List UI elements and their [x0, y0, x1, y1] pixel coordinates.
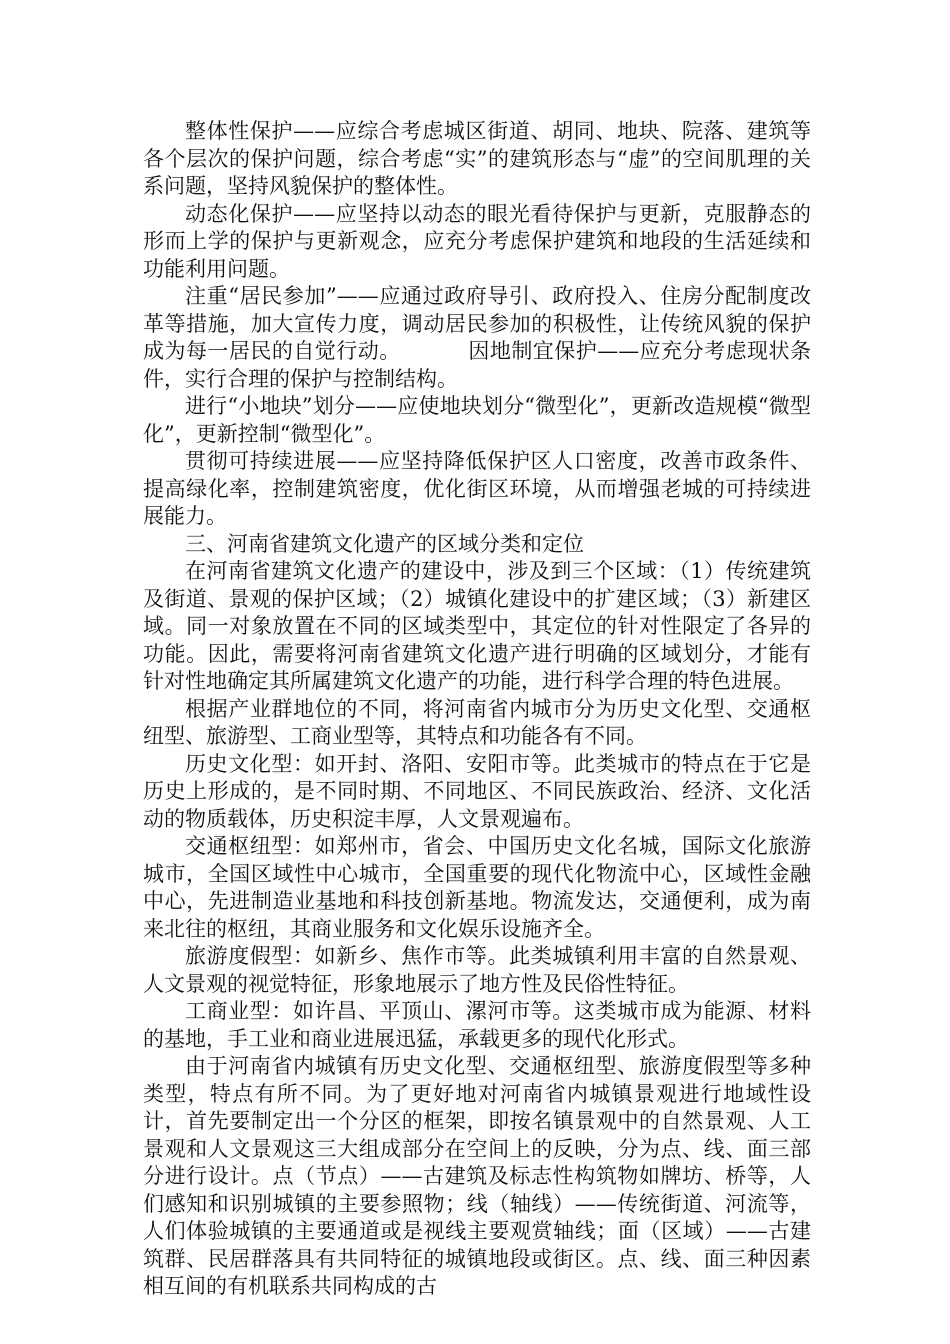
resident-participation-text: 注重“居民参加”——应通过政府导引、政府投入、住房分配制度改革等措施，加大宣传力度，调动居民参加的积极性，让传统风貌的保护成为每一居民的自觉行动。 — [143, 284, 811, 363]
paragraph-sustainable-development: 贯彻可持续进展——应坚持降低保护区人口密度，改善市政条件、提高绿化率，控制建筑密度，优化街区环境，从而增强老城的可持续进展能力。 — [143, 449, 811, 528]
paragraph-resident-participation — [143, 283, 811, 393]
paragraph-dynamic-protection: 动态化保护——应坚持以动态的眼光看待保护与更新，克服静态的形而上学的保护与更新观念，应充分考虑保护建筑和地段的生活延续和功能利用问题。 — [143, 201, 811, 281]
paragraph-three-regions: 在河南省建筑文化遗产的建设中，涉及到三个区域：（1）传统建筑及街道、景观的保护区域；（2）城镇化建设中的扩建区域；（3）新建区域。同一对象放置在不同的区域类型中，其定位的针对性限定了各异的功能。因此，需要将河南省建筑文化遗产进行明确的区域划分，才能有针对性地确定其所属建筑文化遗产的功能，进行科学合理的特色进展。 — [143, 559, 811, 693]
paragraph-zoning-framework: 由于河南省内城镇有历史文化型、交通枢纽型、旅游度假型等多种类型，特点有所不同。为了更好地对河南省内城镇景观进行地域性设计，首先要制定出一个分区的框架，即按名镇景观中的自然景观、人工景观和人文景观这三大组成部分在空间上的反映，分为点、线、面三部分进行设计。点（节点）——古建筑及标志性构筑物如牌坊、桥等，人们感知和识别城镇的主要参照物；线（轴线）——传统街道、河流等，人们体验城镇的主要通道或是视线主要观赏轴线；面（区域）——古建筑群、民居群落具有共同特征的城镇地段或街区。点、线、面三种因素相互间的有机联系共同构成的古 — [143, 1054, 811, 1298]
paragraph-city-types: 根据产业群地位的不同，将河南省内城市分为历史文化型、交通枢纽型、旅游型、工商业型等，其特点和功能各有不同。 — [143, 696, 811, 748]
document-body — [143, 118, 811, 1301]
paragraph-tourism-resort: 旅游度假型：如新乡、焦作市等。此类城镇利用丰富的自然景观、人文景观的视觉特征，形象地展示了地方性及民俗性特征。 — [143, 944, 811, 996]
local-conditions-text: 因地制宜保护——应充分考虑现状条件，实行合理的保护与控制结构。 — [143, 339, 812, 391]
paragraph-transport-hub: 交通枢纽型：如郑州市，省会、中国历史文化名城，国际文化旅游城市，全国区域性中心城市，全国重要的现代化物流中心，区域性金融中心，先进制造业基地和科技创新基地。物流发达，交通便利，成为南来北往的枢纽，其商业服务和文化娱乐设施齐全。 — [143, 834, 811, 941]
paragraph-holistic-protection: 整体性保护——应综合考虑城区街道、胡同、地块、院落、建筑等各个层次的保护问题，综合考虑“实”的建筑形态与“虚”的空间肌理的关系问题，坚持风貌保护的整体性。 — [143, 119, 811, 198]
paragraph-historical-cultural: 历史文化型：如开封、洛阳、安阳市等。此类城市的特点在于它是历史上形成的，是不同时期、不同地区、不同民族政治、经济、文化活动的物质载体，历史积淀丰厚，人文景观遍布。 — [143, 751, 811, 831]
paragraph-industrial-commercial: 工商业型：如许昌、平顶山、漯河市等。这类城市成为能源、材料的基地，手工业和商业进展迅猛，承载更多的现代化形式。 — [143, 999, 811, 1051]
paragraph-small-parcel: 进行“小地块”划分——应使地块划分“微型化”，更新改造规模“微型化”，更新控制“微型化”。 — [143, 394, 811, 446]
section-heading-three: 三、河南省建筑文化遗产的区域分类和定位 — [185, 531, 584, 556]
